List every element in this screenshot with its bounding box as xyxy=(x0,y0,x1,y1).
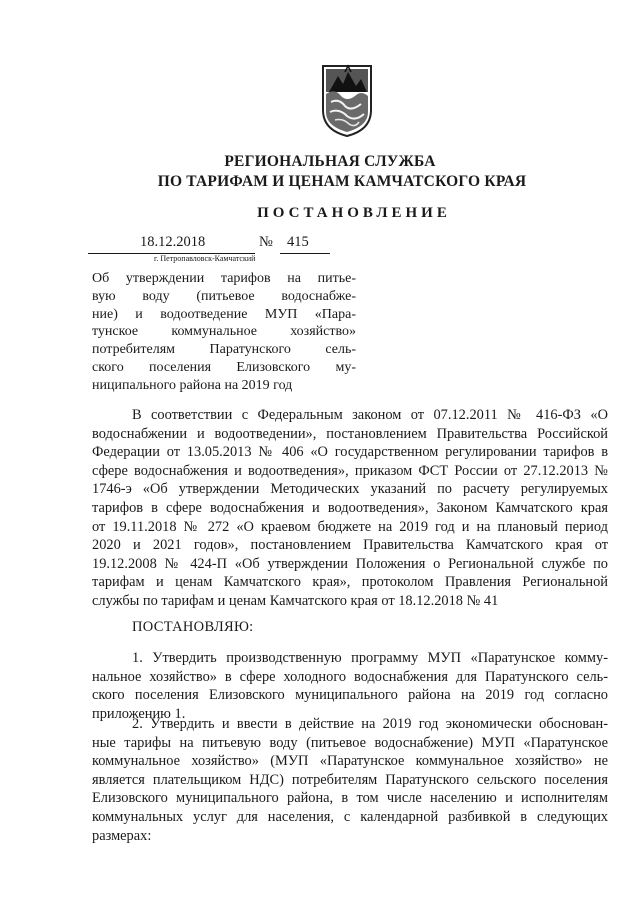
preamble-line: Федерации от 13.05.2013 № 406 «О государственном регулировании тарифов в xyxy=(92,444,608,461)
item-2-line: 2. Утвердить и ввести в действие на 2019 год экономически обоснован- xyxy=(132,716,608,732)
preamble-line: тарифов в сфере водоснабжения и водоотведения», Законом Камчатского края xyxy=(92,499,608,516)
subject-line: ниципального района на 2019 год xyxy=(92,377,293,393)
document-subject xyxy=(92,270,356,395)
preamble-line: 19.12.2008 № 424-П «Об утверждении Положения о Региональной службе по xyxy=(92,555,608,572)
number-sign: № xyxy=(259,234,273,250)
item-2-line: размерах: xyxy=(92,827,152,844)
item-2-line: ные тарифы на питьевую воду (питьевое водоснабжение) МУП «Паратунское xyxy=(92,734,608,751)
preamble-line: 1746-э «Об утверждении Методических указаний по расчету регулируемых xyxy=(92,481,608,498)
preamble-line: 2020 и 2021 годов», постановлением Правительства Камчатского края от xyxy=(92,537,608,554)
kamchatka-coat-of-arms-emblem xyxy=(321,62,373,138)
subject-line: тунское коммунальное хозяйство» xyxy=(92,324,356,340)
preamble-line: от 19.11.2018 № 272 «О краевом бюджете на 2019 год и на плановый период xyxy=(92,518,608,535)
item-2-line: Елизовского муниципального района, в том числе населению и исполнителям xyxy=(92,790,608,807)
decree-word: ПОСТАНОВЛЯЮ: xyxy=(132,619,254,635)
subject-line: потребителям Паратунского сель- xyxy=(92,342,356,358)
item-1-line: 1. Утвердить производственную программу МУП «Паратунское комму- xyxy=(132,650,608,666)
city-name: г. Петропавловск-Камчатский xyxy=(154,254,256,263)
subject-line: ского поселения Елизовского му- xyxy=(92,359,356,375)
item-1-paragraph xyxy=(92,649,608,723)
item-1-line: нальное хозяйство» в сфере холодного водоснабжения для Паратунского сель- xyxy=(92,668,608,685)
document-type-heading: ПОСТАНОВЛЕНИЕ xyxy=(257,205,451,221)
preamble-line: службы по тарифам и ценам Камчатского края от 18.12.2018 № 41 xyxy=(92,592,499,609)
agency-name-line-2: ПО ТАРИФАМ И ЦЕНАМ КАМЧАТСКОГО КРАЯ xyxy=(157,173,527,190)
subject-line: Об утверждении тарифов на питье- xyxy=(92,271,356,286)
item-2-line: коммунальное хозяйство» (МУП «Паратунское коммунальное хозяйство» не xyxy=(92,753,608,770)
item-2-line: является плательщиком НДС) потребителям Паратунского сельского поселения xyxy=(92,771,608,788)
preamble-line: сфере водоснабжения и водоотведения», приказом ФСТ России от 27.12.2013 № xyxy=(92,462,608,479)
document-number: 415 xyxy=(287,234,309,250)
item-2-line: коммунальных услуг для населения, с календарной разбивкой в следующих xyxy=(92,808,608,825)
preamble-line: тарифам и ценам Камчатского края», протоколом Правления Региональной xyxy=(92,574,608,591)
preamble-line: водоснабжении и водоотведении», постановлением Правительства Российской xyxy=(92,425,608,442)
number-field xyxy=(280,233,330,254)
item-2-paragraph xyxy=(92,715,608,845)
item-1-line: ского поселения Елизовского муниципального района на 2019 год согласно xyxy=(92,687,608,704)
preamble-paragraph xyxy=(92,406,608,611)
subject-line: ние) и водоотведение МУП «Пара- xyxy=(92,306,356,322)
preamble-line: В соответствии с Федеральным законом от 07.12.2011 № 416-ФЗ «О xyxy=(132,407,608,423)
item-1-line: приложению 1. xyxy=(92,705,186,722)
subject-line: вую воду (питьевое водоснабже- xyxy=(92,288,356,304)
document-date: 18.12.2018 xyxy=(140,234,206,250)
date-field xyxy=(88,233,255,254)
agency-name-line-1: РЕГИОНАЛЬНАЯ СЛУЖБА xyxy=(224,153,436,170)
